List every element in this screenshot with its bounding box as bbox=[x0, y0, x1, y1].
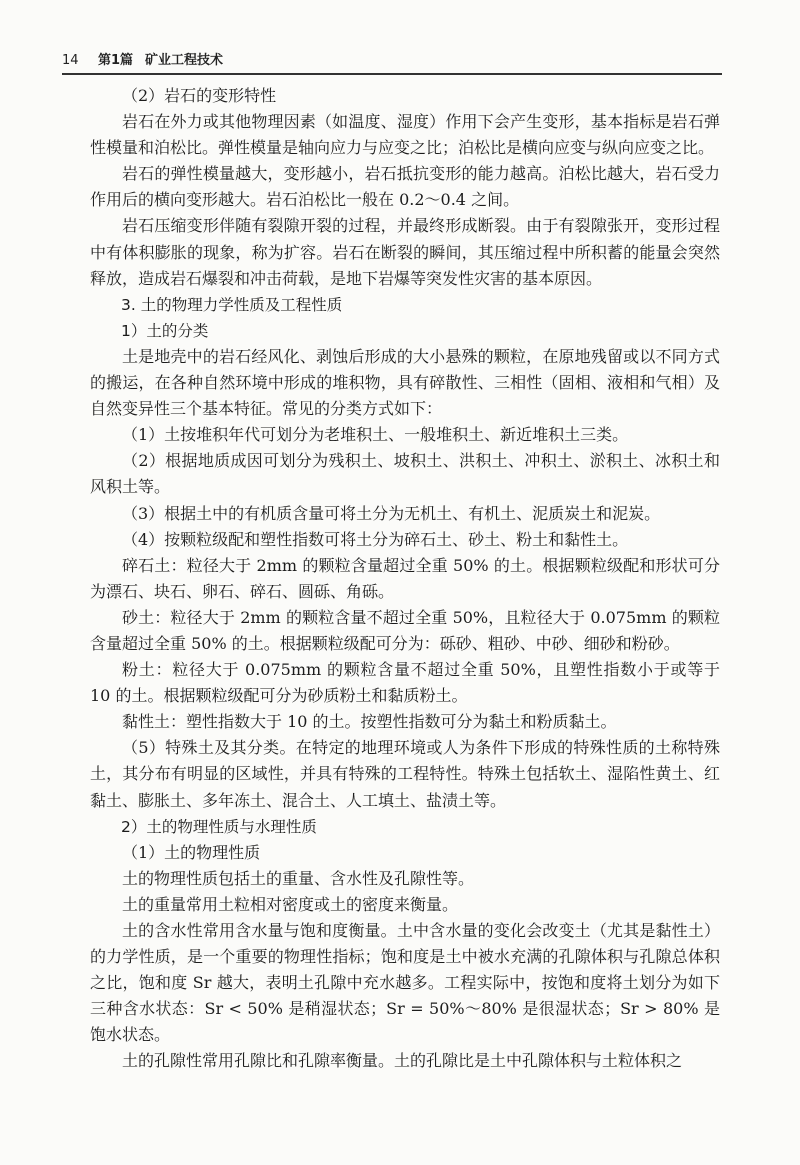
paragraph: 碎石土：粒径大于 2mm 的颗粒含量超过全重 50% 的土。根据颗粒级配和形状可分为漂石、块石、卵石、碎石、圆砾、角砾。 bbox=[90, 555, 720, 601]
list-item: （2）根据地质成因可划分为残积土、坡积土、洪积土、冲积土、淤积土、冰积土和风积土等。 bbox=[90, 451, 720, 497]
header-rule bbox=[62, 73, 722, 75]
section-heading: 3. 土的物理力学性质及工程性质 bbox=[121, 295, 343, 314]
part-label: 第1篇 bbox=[98, 53, 134, 68]
subsection-heading: （1）土的物理性质 bbox=[122, 842, 261, 862]
paragraph: 土的物理性质包括土的重量、含水性及孔隙性等。 bbox=[122, 868, 475, 888]
paragraph: 砂土：粒径大于 2mm 的颗粒含量不超过全重 50%，且粒径大于 0.075mm 的颗粒含量超过全重 50% 的土。根据颗粒级配可分为：砾砂、粗砂、中砂、细砂和粉砂。 bbox=[90, 607, 720, 653]
list-item: （1）土按堆积年代可划分为老堆积土、一般堆积土、新近堆积土三类。 bbox=[122, 425, 629, 445]
paragraph: 岩石的弹性模量越大，变形越小，岩石抵抗变形的能力越高。泊松比越大，岩石受力作用后的横向变形越大。岩石泊松比一般在 0.2～0.4 之间。 bbox=[90, 164, 720, 210]
paragraph: 岩石压缩变形伴随有裂隙开裂的过程，并最终形成断裂。由于有裂隙张开，变形过程中有体积膨胀的现象，称为扩容。岩石在断裂的瞬间，其压缩过程中所积蓄的能量会突然释放，造成岩石爆裂和冲击荷载，是地下岩爆等突发性灾害的基本原因。 bbox=[90, 216, 720, 288]
paragraph: 土的孔隙性常用孔隙比和孔隙率衡量。土的孔隙比是土中孔隙体积与土粒体积之 bbox=[122, 1051, 683, 1071]
paragraph: 土的含水性常用含水量与饱和度衡量。土中含水量的变化会改变土（尤其是黏性土）的力学性质，是一个重要的物理性指标；饱和度是土中被水充满的孔隙体积与孔隙总体积之比，饱和度 Sr 越大，表明土孔隙中充水越多。工程实际中，按饱和度将土划分为如下三种含水状态：Sr < 50% 是稍湿状态；Sr = 50%～80% 是很湿状态；Sr > 80% 是饱水状态。 bbox=[90, 921, 720, 1045]
paragraph: 岩石在外力或其他物理因素（如温度、湿度）作用下会产生变形，基本指标是岩石弹性模量和泊松比。弹性模量是轴向应力与应变之比；泊松比是横向应变与纵向应变之比。 bbox=[90, 112, 720, 158]
subsection-heading: （2）岩石的变形特性 bbox=[122, 86, 277, 105]
subsection-heading: 1）土的分类 bbox=[121, 321, 209, 340]
paragraph: 土是地壳中的岩石经风化、剥蚀后形成的大小悬殊的颗粒，在原地残留或以不同方式的搬运，在各种自然环境中形成的堆积物，具有碎散性、三相性（固相、液相和气相）及自然变异性三个基本特征。常见的分类方式如下： bbox=[90, 346, 720, 419]
page-number: 14 bbox=[62, 53, 79, 68]
paragraph: 黏性土：塑性指数大于 10 的土。按塑性指数可分为黏土和粉质黏土。 bbox=[122, 712, 617, 732]
list-item: （3）根据土中的有机质含量可将土分为无机土、有机土、泥质炭土和泥炭。 bbox=[122, 503, 661, 523]
paragraph: 粉土：粒径大于 0.075mm 的颗粒含量不超过全重 50%，且塑性指数小于或等于 10 的土。根据颗粒级配可分为砂质粉土和黏质粉土。 bbox=[90, 660, 720, 706]
body-text bbox=[90, 83, 720, 1075]
list-item: （5）特殊土及其分类。在特定的地理环境或人为条件下形成的特殊性质的土称特殊土，其分布有明显的区域性，并具有特殊的工程特性。特殊土包括软土、湿陷性黄土、红黏土、膨胀土、多年冻土、混合土、人工填土、盐渍土等。 bbox=[90, 738, 720, 810]
running-header bbox=[62, 50, 722, 72]
paragraph: 土的重量常用土粒相对密度或土的密度来衡量。 bbox=[122, 894, 459, 914]
running-title: 矿业工程技术 bbox=[145, 53, 224, 68]
list-item: （4）按颗粒级配和塑性指数可将土分为碎石土、砂土、粉土和黏性土。 bbox=[122, 529, 629, 549]
subsection-heading: 2）土的物理性质与水理性质 bbox=[121, 817, 317, 836]
